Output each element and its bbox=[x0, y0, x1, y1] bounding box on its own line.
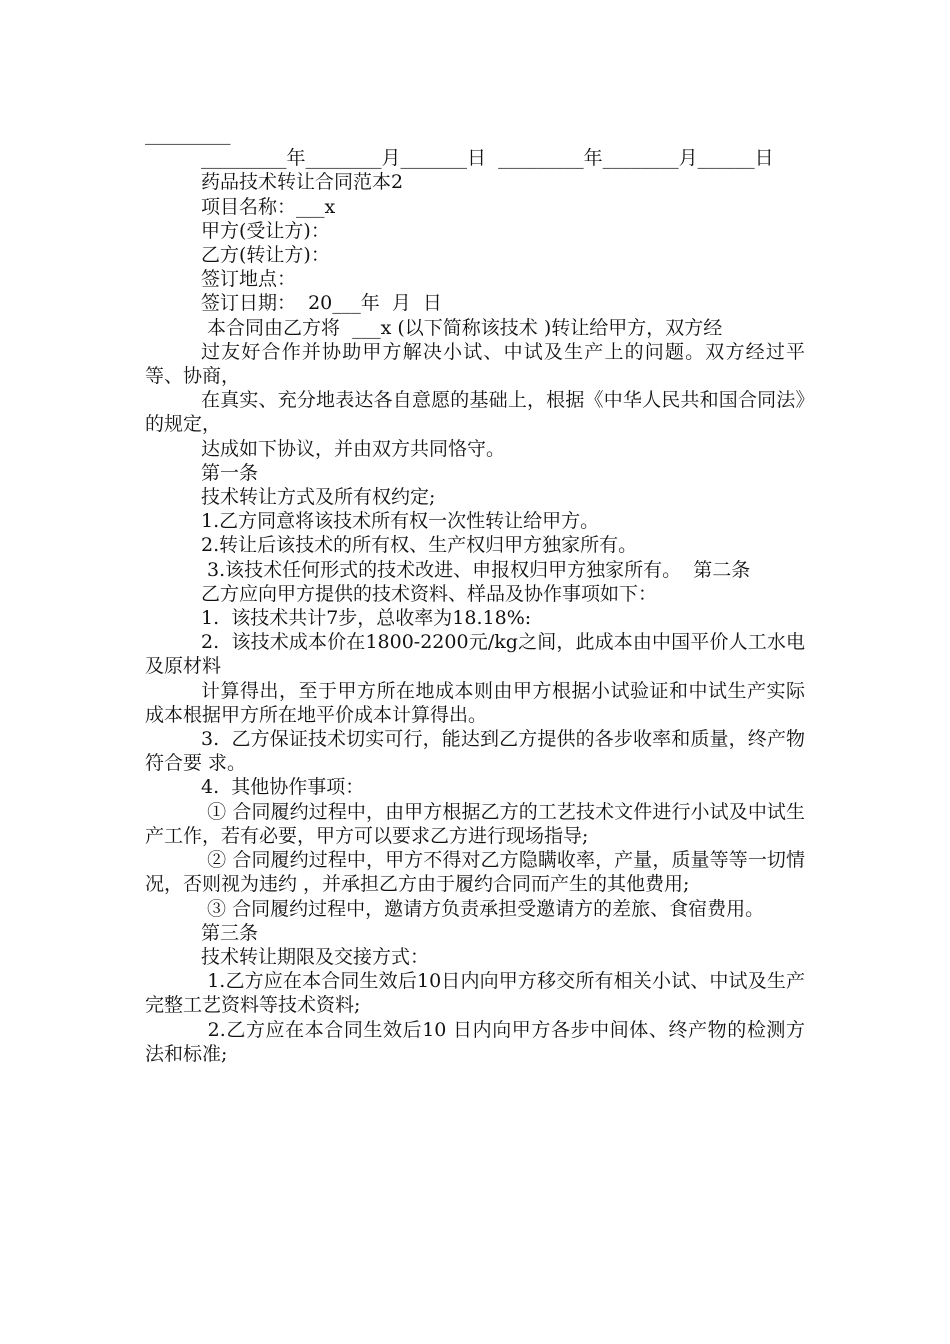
intro-paragraph-1: 本合同由乙方将 ___x (以下简称该技术 )转让给甲方，双方经 bbox=[201, 316, 723, 339]
article-2-item-2: 2. 该技术成本价在1800-2200元/kg之间，此成本由中国平价人工水电及原材料 bbox=[145, 631, 805, 678]
article-3-title: 技术转让期限及交接方式： bbox=[201, 945, 430, 968]
intro-paragraph-2: 过友好合作并协助甲方解决小试、中试及生产上的问题。双方经过平等、协商， bbox=[145, 340, 805, 388]
signing-date-field: 签订日期： 20___年 月 日 bbox=[201, 292, 442, 315]
project-name-field: 项目名称：___x bbox=[201, 195, 336, 218]
article-3-item-2: 2.乙方应在本合同生效后10 日内向甲方各步中间体、终产物的检测方法和标准; bbox=[145, 1018, 805, 1065]
article-2-subitem-1: ① 合同履约过程中，由甲方根据乙方的工艺技术文件进行小试及中试生产工作，若有必要，甲方可以要求乙方进行现场指导; bbox=[145, 800, 805, 847]
article-2-item-2-cont: 计算得出，至于甲方所在地成本则由甲方根据小试验证和中试生产实际成本根据甲方所在地平价成本计算得出。 bbox=[145, 679, 805, 726]
article-2-item-1: 1. 该技术共计7步，总收率为18.18%: bbox=[201, 607, 532, 630]
article-3-item-1: 1.乙方应在本合同生效后10日内向甲方移交所有相关小试、中试及生产完整工艺资料等技术资料; bbox=[145, 970, 806, 1017]
article-1-item-2: 2.转让后该技术的所有权、生产权归甲方独家所有。 bbox=[201, 534, 638, 557]
article-2-item-3: 3. 乙方保证技术切实可行，能达到乙方提供的各步收率和质量，终产物符合要 求。 bbox=[145, 728, 805, 775]
intro-paragraph-3: 在真实、充分地表达各自意愿的基础上，根据《中华人民共和国合同法》的规定， bbox=[145, 389, 805, 436]
date-blanks-line: _________年________月_______日 _________年________月______日 bbox=[201, 147, 774, 170]
article-1-item-1: 1.乙方同意将该技术所有权一次性转让给甲方。 bbox=[201, 510, 600, 533]
article-2-title: 乙方应向甲方提供的技术资料、样品及协作事项如下： bbox=[201, 582, 658, 605]
article-2-item-4: 4. 其他协作事项： bbox=[201, 776, 365, 799]
article-1-heading: 第一条 bbox=[201, 461, 259, 484]
article-2-subitem-3: ③ 合同履约过程中，邀请方负责承担受邀请方的差旅、食宿费用。 bbox=[201, 897, 765, 920]
party-a-field: 甲方(受让方)： bbox=[201, 219, 330, 242]
article-3-heading: 第三条 bbox=[201, 921, 259, 944]
article-1-title: 技术转让方式及所有权约定; bbox=[201, 486, 436, 509]
document-title: 药品技术转让合同范本2 bbox=[201, 171, 404, 194]
document-body bbox=[145, 122, 805, 1066]
article-2-subitem-2: ② 合同履约过程中，甲方不得对乙方隐瞒收率，产量，质量等等一切情况，否则视为违约 ，并承担乙方由于履约合同而产生的其他费用; bbox=[145, 849, 805, 896]
party-b-field: 乙方(转让方)： bbox=[201, 244, 330, 267]
intro-paragraph-4: 达成如下协议，并由双方共同恪守。 bbox=[201, 437, 506, 460]
article-1-item-3: 3.该技术任何形式的技术改进、申报权归甲方独家所有。 第二条 bbox=[201, 558, 751, 581]
blank-line-top: _________ bbox=[145, 123, 231, 145]
signing-place-field: 签订地点： bbox=[201, 268, 297, 291]
